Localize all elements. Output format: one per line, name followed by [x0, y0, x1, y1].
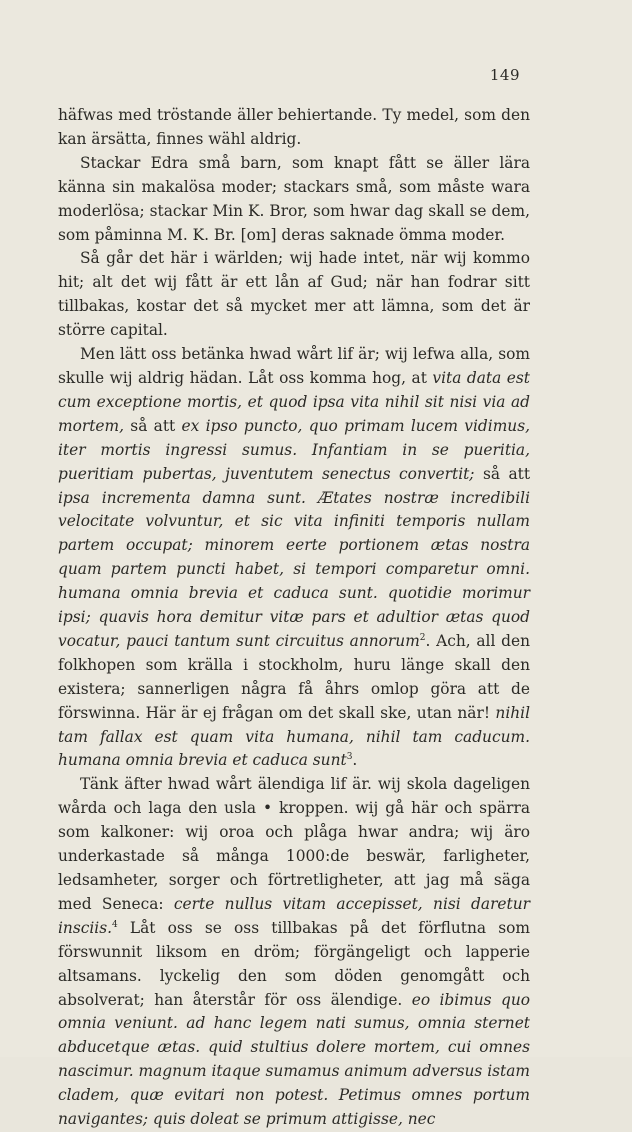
- text-segment: häfwas med tröstande äller behiertande. Ty medel, som den kan ärsätta, finnes wähl aldrig.: [58, 106, 530, 148]
- latin-quote: ex ipso puncto, quo primam lucem vidimus, iter mortis ingressi sumus. Infantiam in se pueritia, pueritiam pubertas, juventutem senectus convertit;: [58, 416, 530, 483]
- paragraph: [58, 152, 530, 248]
- latin-quote: eo ibimus quo omnia veniunt. ad hanc legem nati sumus, omnia sternet abducetque ætas. quid stultius dolere mortem, cui omnes nascimur. magnum itaque sumamus animum adversus istam cladem, quæ evitari non potest. Petimus omnes portum navigantes; quis doleat se primum attigisse, nec: [58, 990, 530, 1129]
- text-segment: Men lätt oss betänka hwad wårt lif är; wij lefwa alla, som skulle wij aldrig hädan. Låt oss komma hog, at: [58, 345, 530, 387]
- paragraph: [58, 343, 530, 773]
- footnote-marker: 4: [112, 919, 118, 930]
- latin-quote: certe nullus vitam accepisset, nisi daretur insciis.: [58, 894, 530, 937]
- paragraph: [58, 247, 530, 343]
- body-text: [58, 104, 530, 1132]
- text-segment: Låt oss se oss tillbakas på det förflutna som förswunnit liksom en dröm; förgängeligt och lapperie altsamans. lyckelig den som döden genomgått och absolverat; han återstår för oss älendige.: [58, 918, 530, 1009]
- text-segment: Stackar Edra små barn, som knapt fått se äller lära känna sin makalösa moder; stackars små, som måste wara moderlösa; stackar Min K. Bror, som hwar dag skall se dem, som påminna M. K. Br. [om] deras saknade ömma moder.: [58, 153, 530, 244]
- text-segment: så att: [124, 416, 182, 435]
- page-number: 149: [489, 66, 520, 84]
- text-segment: . Ach, all den folkhopen som krälla i stockholm, huru länge skall den existera; sannerligen några få åhrs omlop göra att de förswinna. Här är ej frågan om det skall ske, utan när!: [58, 631, 530, 722]
- text-segment: Tänk äfter hwad wårt älendiga lif är. wij skola dageligen wårda och laga den usla • kroppen. wij gå här och spärra som kalkoner: wij oroa och plåga hwar andra; wij äro underkastade så många 1000:de beswär, farligheter, ledsamheter, sorger och förtretligheter, att jag må säga med Seneca:: [58, 775, 530, 913]
- footnote-marker: 3: [346, 752, 353, 763]
- text-segment: så att: [474, 464, 531, 483]
- paragraph: [58, 773, 530, 1132]
- footnote-marker: 2: [419, 632, 426, 643]
- text-segment: Så går det här i wärlden; wij hade intet, när wij kommo hit; alt det wij fått är ett lån af Gud; när han fodrar sitt tillbakas, kostar det så mycket mer att lämna, som det är större capital.: [58, 249, 530, 340]
- text-segment: .: [352, 751, 358, 770]
- latin-quote: ipsa incrementa damna sunt. Ætates nostræ incredibili velocitate volvuntur, et sic vita infiniti temporis nullam partem occupat; minorem eerte portionem ætas nostra quam partem puncti habet, si tempori comparetur omni. humana omnia brevia et caduca sunt. quotidie morimur ipsi; quavis hora demitur vitæ pars et adultior ætas quod vocatur, pauci tantum sunt circuitus annorum: [58, 488, 530, 650]
- latin-quote: nihil tam fallax est quam vita humana, nihil tam caducum. humana omnia brevia et caduca sunt: [58, 703, 530, 770]
- latin-quote: vita data est cum exceptione mortis, et quod ipsa vita nihil sit nisi via ad mortem,: [58, 368, 530, 435]
- paragraph: [58, 104, 530, 152]
